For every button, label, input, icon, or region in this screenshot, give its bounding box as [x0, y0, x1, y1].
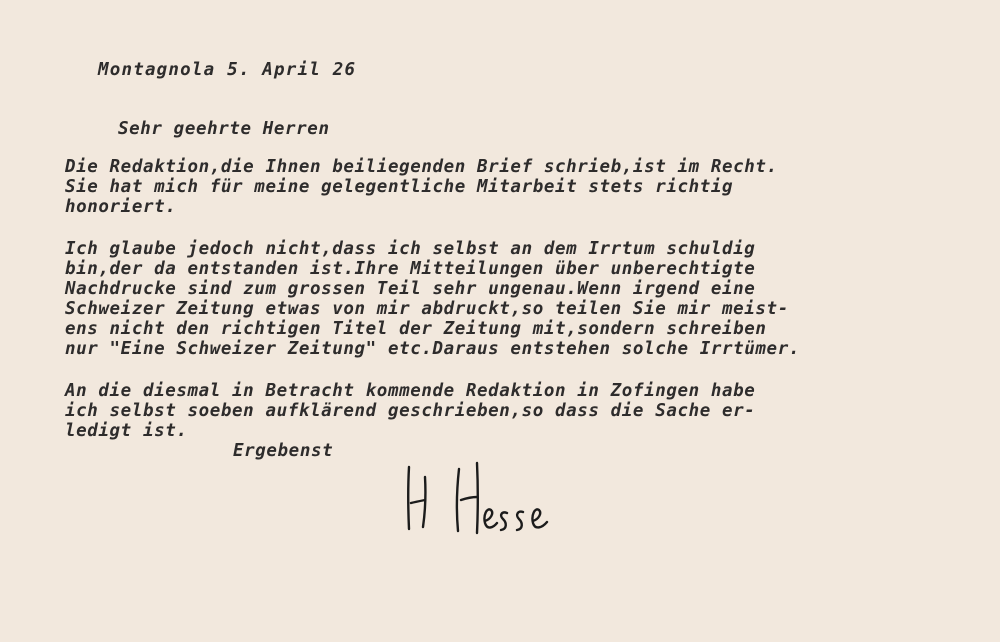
paragraph-3 [65, 381, 755, 441]
paragraph-line: nur "Eine Schweizer Zeitung" etc.Daraus entstehen solche Irrtümer. [65, 339, 800, 359]
paragraph-line: An die diesmal in Betracht kommende Redaktion in Zofingen habe [65, 381, 756, 401]
paragraph-line: bin,der da entstanden ist.Ihre Mitteilungen über unberechtigte [65, 259, 756, 279]
paragraph-line: ich selbst soeben aufklärend geschrieben,so dass die Sache er- [65, 401, 756, 421]
paragraph-line: ledigt ist. [65, 421, 188, 441]
greeting: Sehr geehrte Herren [118, 119, 330, 139]
closing: Ergebenst [233, 441, 334, 461]
paragraph-line: Ich glaube jedoch nicht,dass ich selbst an dem Irrtum schuldig [65, 239, 756, 259]
paragraph-line: Sie hat mich für meine gelegentliche Mitarbeit stets richtig [65, 177, 734, 197]
paragraph-1 [65, 157, 778, 217]
handwritten-signature [395, 455, 560, 545]
paragraph-line: honoriert. [65, 197, 177, 217]
paragraph-line: Nachdrucke sind zum grossen Teil sehr ungenau.Wenn irgend eine [65, 279, 756, 299]
paragraph-line: Die Redaktion,die Ihnen beiliegenden Brief schrieb,ist im Recht. [65, 157, 778, 177]
paragraph-2 [65, 239, 800, 359]
dateline: Montagnola 5. April 26 [98, 60, 357, 80]
paragraph-line: Schweizer Zeitung etwas von mir abdruckt,so teilen Sie mir meist- [65, 299, 789, 319]
paragraph-line: ens nicht den richtigen Titel der Zeitung mit,sondern schreiben [65, 319, 767, 339]
